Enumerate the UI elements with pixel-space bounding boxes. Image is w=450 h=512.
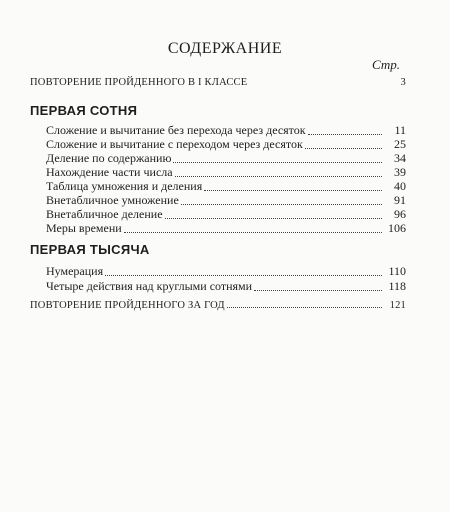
toc-entry <box>46 123 406 138</box>
toc-entry-label: Таблица умножения и деления <box>46 179 203 193</box>
toc-entry-page: 39 <box>394 165 406 179</box>
dot-leader <box>173 162 382 163</box>
page-title: СОДЕРЖАНИЕ <box>167 40 283 57</box>
toc-entry-label: Нахождение части числа <box>46 165 173 179</box>
toc-entry-page: 40 <box>394 179 406 193</box>
toc-entry <box>46 279 406 294</box>
toc-entry-label: ПОВТОРЕНИЕ ПРОЙДЕННОГО В I КЛАССЕ <box>30 77 248 88</box>
toc-entry-label: Сложение и вычитание без перехода через десяток <box>46 123 306 137</box>
dot-leader <box>105 275 382 276</box>
toc-entry-page: 34 <box>394 151 406 165</box>
dot-leader <box>175 176 382 177</box>
toc-entry-outro <box>30 300 406 311</box>
toc-entry-page: 106 <box>388 221 406 235</box>
toc-entry <box>46 221 406 236</box>
dot-leader <box>124 232 382 233</box>
toc-entry-page: 121 <box>389 300 406 311</box>
toc-entry-label: Четыре действия над круглыми сотнями <box>46 279 253 293</box>
dot-leader <box>165 218 382 219</box>
dot-leader <box>181 204 382 205</box>
section-heading-first-hundred: ПЕРВАЯ СОТНЯ <box>30 103 138 118</box>
section-heading-first-thousand: ПЕРВАЯ ТЫСЯЧА <box>30 242 150 257</box>
toc-entry-label: Нумерация <box>46 264 104 278</box>
toc-entry-page: 11 <box>394 123 406 137</box>
toc-entry-page: 110 <box>388 264 406 278</box>
toc-entry-intro <box>30 77 406 88</box>
toc-entry-label: ПОВТОРЕНИЕ ПРОЙДЕННОГО ЗА ГОД <box>30 300 225 311</box>
toc-entry-label: Сложение и вычитание с переходом через десяток <box>46 137 303 151</box>
toc-entry <box>46 137 406 152</box>
toc-entry <box>46 165 406 180</box>
toc-entry <box>46 179 406 194</box>
toc-entry <box>46 207 406 222</box>
toc-entry-label: Внетабличное умножение <box>46 193 179 207</box>
page-column-label: Стр. <box>372 57 400 72</box>
toc-entry <box>46 264 406 279</box>
toc-entry-page: 118 <box>388 279 406 293</box>
dot-leader <box>254 290 382 291</box>
toc-entry-page: 91 <box>394 193 406 207</box>
toc-entry-label: Деление по содержанию <box>46 151 172 165</box>
toc-entry-page: 25 <box>394 137 406 151</box>
dot-leader <box>305 148 382 149</box>
dot-leader <box>204 190 382 191</box>
toc-entry-label: Внетабличное деление <box>46 207 163 221</box>
dot-leader <box>308 134 382 135</box>
toc-entry <box>46 193 406 208</box>
toc-entry-label: Меры времени <box>46 221 122 235</box>
dot-leader <box>227 307 382 308</box>
toc-entry <box>46 151 406 166</box>
toc-entry-page: 3 <box>400 77 406 88</box>
toc-entry-page: 96 <box>394 207 406 221</box>
